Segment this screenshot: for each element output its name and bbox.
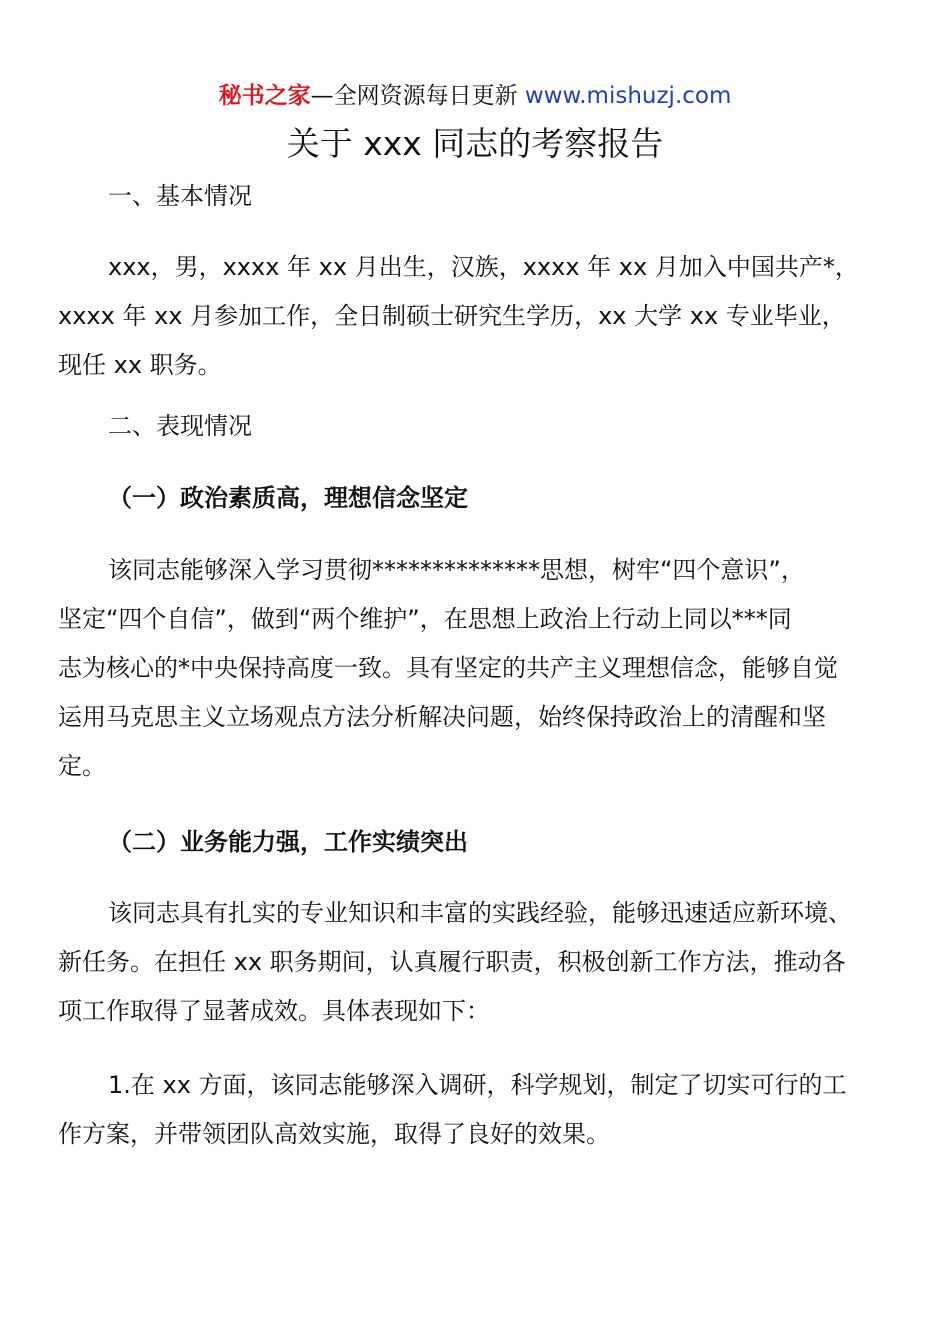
paragraph-line: 作方案，并带领团队高效实施，取得了良好的效果。 [58,1120,610,1148]
document-title: 关于 xxx 同志的考察报告 [286,124,664,163]
paragraph-line: xxxx 年 xx 月参加工作，全日制硕士研究生学历，xx 大学 xx 专业毕业， [58,302,846,330]
paragraph-line: 现任 xx 职务。 [58,351,222,379]
political-paragraph [58,546,898,791]
brand-name: 秘书之家 [218,83,311,109]
subsection-heading-business: （二）业务能力强，工作实绩突出 [108,828,468,856]
business-paragraph [58,889,898,1036]
header-tagline: —全网资源每日更新 [310,83,525,109]
basic-info-paragraph [58,243,898,390]
item-1-paragraph [58,1061,898,1159]
paragraph-line: xxx，男，xxxx 年 xx 月出生，汉族，xxxx 年 xx 月加入中国共产*， [108,253,859,281]
paragraph-line: 新任务。在担任 xx 职务期间，认真履行职责，积极创新工作方法，推动各 [58,948,846,976]
paragraph-line: 1.在 xx 方面，该同志能够深入调研，科学规划，制定了切实可行的工 [108,1071,847,1099]
site-header [0,80,950,112]
paragraph-line: 坚定“四个自信”，做到“两个维护”，在思想上政治上行动上同以***同 [58,605,792,633]
paragraph-line: 运用马克思主义立场观点方法分析解决问题，始终保持政治上的清醒和坚 [58,703,826,731]
paragraph-line: 志为核心的*中央保持高度一致。具有坚定的共产主义理想信念，能够自觉 [58,654,838,682]
paragraph-line: 该同志具有扎实的专业知识和丰富的实践经验，能够迅速适应新环境、 [108,899,852,927]
site-url[interactable]: www.mishuzj.com [524,83,732,109]
paragraph-line: 该同志能够深入学习贯彻**************思想，树牢“四个意识”， [108,556,805,584]
section-heading-performance: 二、表现情况 [108,412,252,440]
subsection-heading-political: （一）政治素质高，理想信念坚定 [108,484,468,512]
paragraph-line: 项工作取得了显著成效。具体表现如下： [58,997,490,1025]
paragraph-line: 定。 [58,752,106,780]
section-heading-basic: 一、基本情况 [108,182,252,210]
